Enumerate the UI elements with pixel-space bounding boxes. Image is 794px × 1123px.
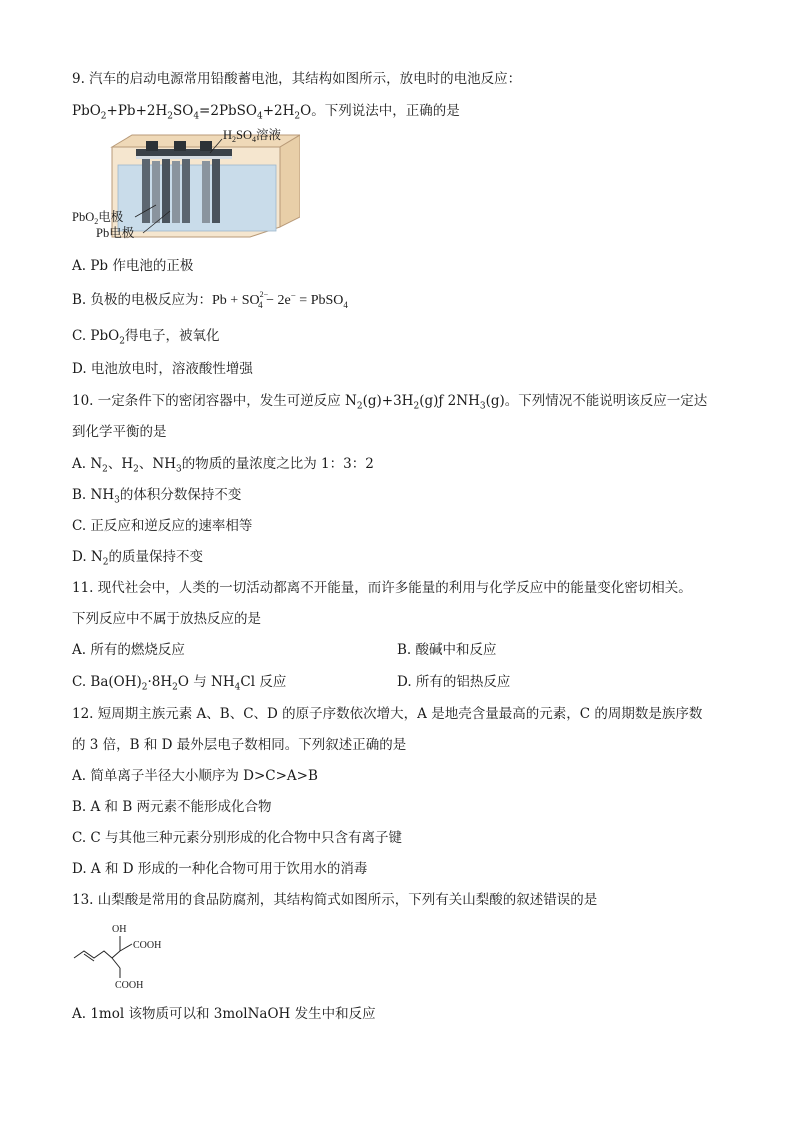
- q10-stem-line1: 10. 一定条件下的密闭容器中，发生可逆反应 $N_2(g)+3H_2(g)ƒ$ $2NH_3(g)$。下列情况不能说明该反应一定达: [72, 393, 708, 412]
- acid-solution-label: $H_2SO_4$溶液: [223, 128, 282, 144]
- q11-stem-line2: 下列反应中不属于放热反应的是: [72, 611, 261, 627]
- q10-option-c: C. 正反应和逆反应的速率相等: [72, 518, 253, 534]
- q12-option-b: B. A 和 B 两元素不能形成化合物: [72, 799, 272, 815]
- carboxyl-label-lower: COOH: [115, 980, 144, 991]
- q10-option-b: B. $NH_3$的体积分数保持不变: [72, 487, 242, 506]
- pb-electrode-label: Pb电极: [96, 226, 135, 240]
- q9-stem-line1: 9. 汽车的启动电源常用铅酸蓄电池，其结构如图所示，放电时的电池反应：: [72, 71, 522, 87]
- carboxyl-label-upper: COOH: [133, 940, 162, 951]
- q9-equation: $PbO_2+Pb+2H_2SO_4=2PbSO_4+2H_2O$。下列说法中，正确的是: [72, 103, 460, 122]
- q10-option-a: A. $N_2$、$H_2$、$NH_3$的物质的量浓度之比为 1：3：2: [72, 456, 374, 475]
- q12-option-d: D. A 和 D 形成的一种化合物可用于饮用水的消毒: [72, 861, 368, 877]
- q10-option-d: D. $N_2$的质量保持不变: [72, 549, 203, 568]
- q10-stem-line2: 到化学平衡的是: [72, 424, 167, 440]
- q12-stem-line1: 12. 短周期主族元素 A、B、C、D 的原子序数依次增大，A 是地壳含量最高的元素，C 的周期数是族序数: [72, 706, 703, 722]
- q12-stem-line2: 的 3 倍，B 和 D 最外层电子数相同。下列叙述正确的是: [72, 737, 407, 753]
- q9-option-d: D. 电池放电时，溶液酸性增强: [72, 361, 253, 377]
- q11-option-d: D. 所有的铝热反应: [397, 674, 511, 690]
- sorbic-acid-structure: [70, 918, 180, 994]
- q9-option-c: C. PbO$_2$得电子，被氧化: [72, 328, 220, 347]
- q11-stem-line1: 11. 现代社会中，人类的一切活动都离不开能量，而许多能量的利用与化学反应中的能量变化密切相关。: [72, 580, 692, 596]
- q9-option-b: B. 负极的电极反应为：$Pb + SO^{2-}_4 - 2e^-$ = PbSO$_4$: [72, 290, 348, 310]
- q12-option-a: A. 简单离子半径大小顺序为 D>C>A>B: [72, 768, 318, 784]
- q13-option-a: A. 1mol 该物质可以和 3molNaOH 发生中和反应: [72, 1006, 376, 1022]
- q9-option-a: A. Pb 作电池的正极: [72, 258, 194, 274]
- pbo2-electrode-label: PbO$_2$电极: [72, 210, 124, 226]
- hydroxyl-label: OH: [112, 924, 127, 935]
- q11-option-a: A. 所有的燃烧反应: [72, 642, 185, 658]
- lead-acid-battery-figure: [70, 125, 300, 245]
- q13-stem-line1: 13. 山梨酸是常用的食品防腐剂，其结构简式如图所示，下列有关山梨酸的叙述错误的是: [72, 892, 598, 908]
- q11-option-c: C. $Ba(OH)_2\cdot 8H_2O$ 与 $NH_4Cl$ 反应: [72, 674, 287, 693]
- q11-option-b: B. 酸碱中和反应: [397, 642, 497, 658]
- q12-option-c: C. C 与其他三种元素分别形成的化合物中只含有离子键: [72, 830, 403, 846]
